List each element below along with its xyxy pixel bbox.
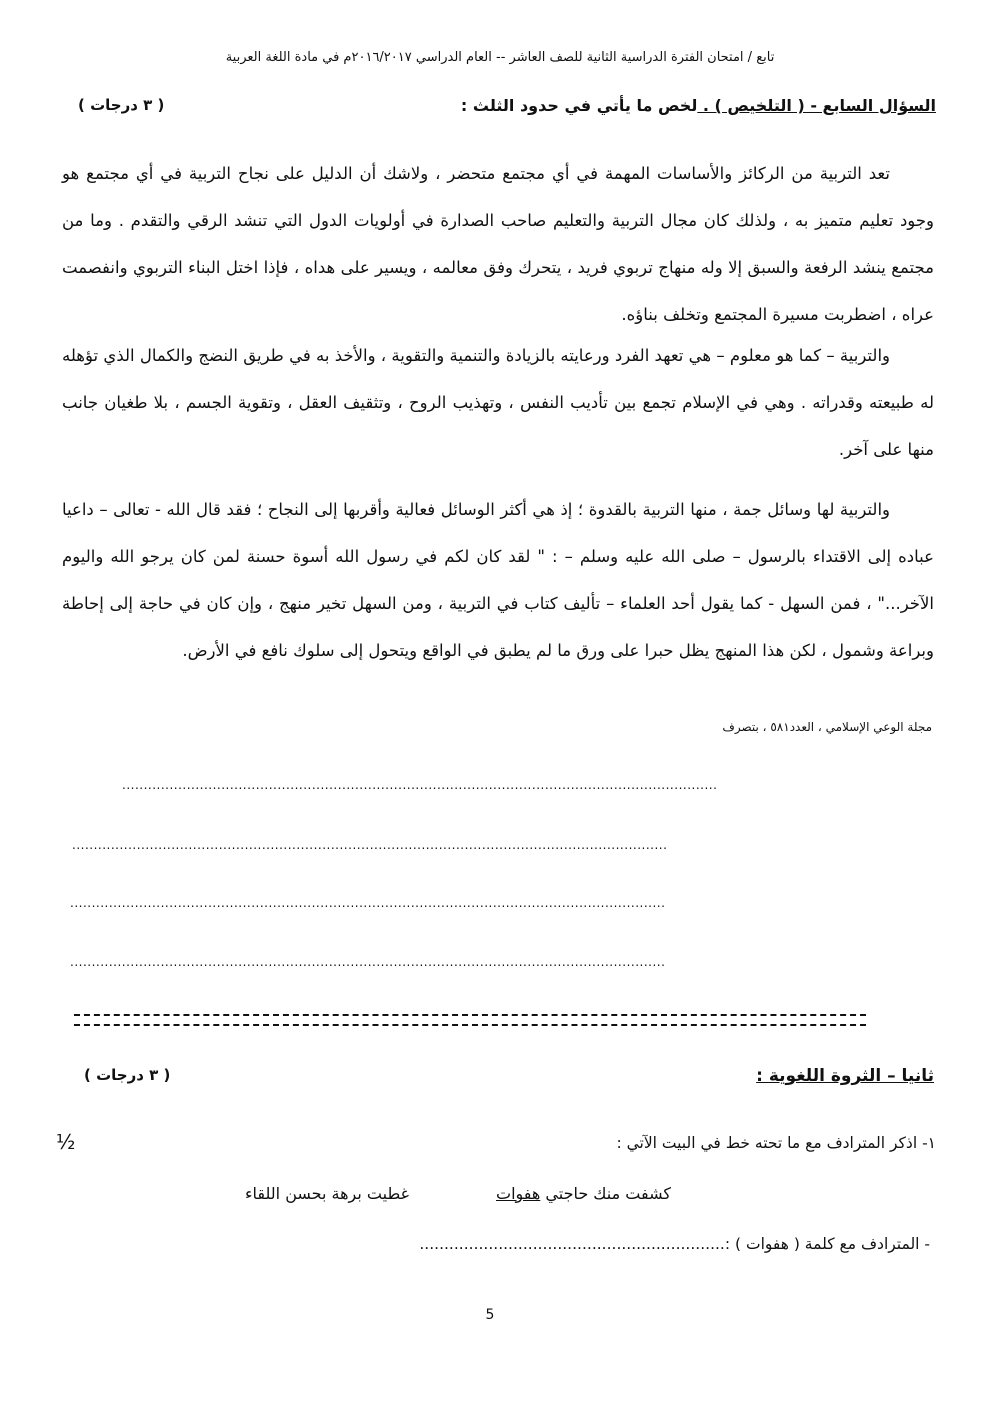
passage-paragraph-3: والتربية لها وسائل جمة ، منها التربية بالقدوة ؛ إذ هي أكثر الوسائل فعالية وأقربها إلى النجاح ؛ فقد قال الله - تعالى – داعيا عباده إلى الاقتداء بالرسول – صلى الله عليه وسلم – : " لقد كان لكم في رسول الله أسوة حسنة لمن كان يرجو الله واليوم الآخر..." ، فمن السهل - كما يقول أحد العلماء – تأليف كتاب في التربية ، ومن السهل تخير منهج ، وإن كان في حاجة إلى إحاطة وبراعة وشمول ، لكن هذا المنهج يظل حبرا على ورق ما لم يطبق في الواقع ويتحول إلى سلوك نافع في الأرض.	[62, 500, 934, 660]
verse-first-text: كشفت منك حاجتي	[540, 1184, 671, 1203]
question-title-rest: لخص ما يأتي في حدود الثلث :	[460, 96, 698, 115]
page-number: 5	[485, 1307, 495, 1323]
verse-first-hemistich	[496, 1184, 671, 1203]
item1-prompt: ١- اذكر المترادف مع ما تحته خط في البيت الآتي :	[616, 1134, 936, 1152]
passage-source: مجلة الوعي الإسلامي ، العدد٥٨١ ، بتصرف	[722, 720, 932, 734]
verse-underlined-word: هفوات	[496, 1184, 541, 1203]
question-title	[461, 96, 936, 115]
question-grade: ( ٣ درجات )	[78, 96, 165, 114]
answer-line[interactable]: ..........................................................................................................................................	[70, 955, 666, 969]
passage-paragraph-2: والتربية – كما هو معلوم – هي تعهد الفرد ورعايته بالزيادة والتنمية والتقوية ، والأخذ به في طريق النضج والكمال الذي تؤهله له طبيعته وقدراته . وهي في الإسلام تجمع بين تأديب النفس ، وتهذيب الروح ، وتثقيف العقل ، وتقوية الجسم ، بلا طغيان جانب منها على آخر.	[62, 346, 934, 459]
passage-paragraph-1: تعد التربية من الركائز والأساسات المهمة في أي مجتمع متحضر ، ولاشك أن الدليل على نجاح التربية في أي مجتمع هو وجود تعليم متميز به ، ولذلك كان مجال التربية والتعليم صاحب الصدارة في أولويات الدول التي تنشد الرقي والتقدم . وما من مجتمع ينشد الرفعة والسبق إلا وله منهاج تربوي فريد ، يتحرك وفق معالمه ، ويسير على هداه ، فإذا اختل البناء التربوي وانفصمت عراه ، اضطربت مسيرة المجتمع وتخلف بناؤه.	[62, 164, 934, 324]
exam-header: تابع / امتحان الفترة الدراسية الثانية للصف العاشر -- العام الدراسي ٢٠١٦/٢٠١٧م في مادة اللغة العربية	[225, 50, 775, 65]
question-title-prefix: السؤال السابع - ( التلخيص ) .	[697, 96, 936, 115]
section2-title: ثانيا – الثروة اللغوية :	[756, 1066, 934, 1086]
section2-grade: ( ٣ درجات )	[84, 1066, 171, 1084]
answer-line[interactable]: ..........................................................................................................................................	[72, 838, 668, 852]
answer-line[interactable]: ..........................................................................................................................................	[122, 778, 718, 792]
verse-second-hemistich: غطيت برهة بحسن اللقاء	[245, 1184, 409, 1203]
synonym-answer-line[interactable]: - المترادف مع كلمة ( هفوات ) :..............................................................	[419, 1235, 930, 1253]
item1-mark: ½	[56, 1130, 76, 1154]
answer-line[interactable]: ..........................................................................................................................................	[70, 896, 666, 910]
section-divider	[74, 1014, 866, 1026]
